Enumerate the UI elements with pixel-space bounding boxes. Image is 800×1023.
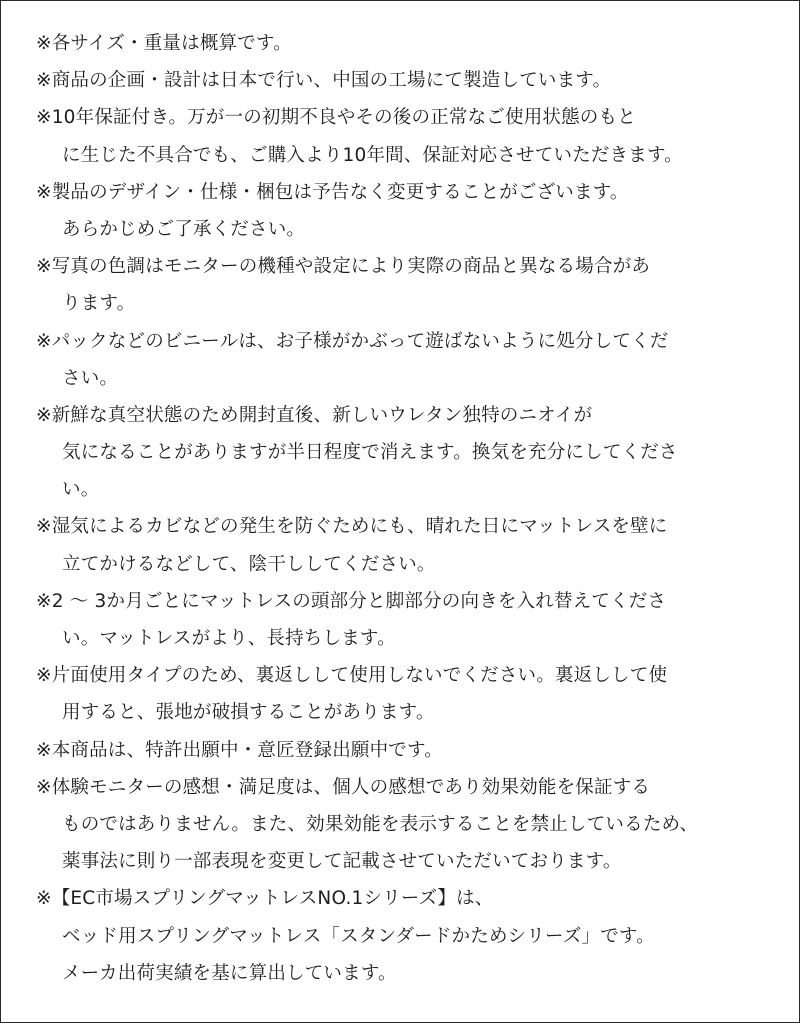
notice-text: ※写真の色調はモニターの機種や設定により実際の商品と異なる場合があ xyxy=(36,256,651,278)
notice-item xyxy=(36,583,786,657)
notice-item xyxy=(36,397,786,509)
notice-text-continuation: さい。 xyxy=(62,367,119,389)
notice-text-continuation: い。マットレスがより、長持ちします。 xyxy=(62,628,396,649)
notice-item xyxy=(36,508,786,582)
notice-item xyxy=(36,880,786,992)
notice-text-continuation: い。 xyxy=(62,479,100,501)
notice-item xyxy=(36,174,786,248)
notice-text: ※商品の企画・設計は日本で行い、中国の工場にて製造しています。 xyxy=(36,70,612,92)
notice-text: ※パックなどのビニールは、お子様がかぶって遊ばないように処分してくだ xyxy=(36,330,669,352)
notice-text-continuation: メーカ出荷実績を基に算出しています。 xyxy=(62,962,397,984)
notice-text: ※製品のデザイン・仕様・梱包は予告なく変更することがございます。 xyxy=(36,181,629,203)
notice-item xyxy=(36,248,786,322)
notice-item xyxy=(36,99,786,173)
notice-text-continuation: 用すると、張地が破損することがあります。 xyxy=(62,702,435,724)
notice-text-continuation: 薬事法に則り一部表現を変更して記載させていただいております。 xyxy=(62,851,622,873)
notice-item xyxy=(36,62,786,99)
notice-item xyxy=(36,323,786,397)
notice-text-continuation: あらかじめご了承ください。 xyxy=(62,218,306,240)
notice-text-continuation: 気になることがありますが半日程度で消えます。換気を充分にしてくださ xyxy=(62,442,678,464)
notice-text: ※本商品は、特許出願中・意匠登録出願中です。 xyxy=(36,739,443,761)
notice-text: ※片面使用タイプのため、裏返しして使用しないでください。裏返しして使 xyxy=(36,665,668,687)
notice-text-continuation: ります。 xyxy=(62,293,136,315)
notice-item xyxy=(36,657,786,731)
notice-text: ※各サイズ・重量は概算です。 xyxy=(36,33,292,54)
notice-text: ※2 〜 3か月ごとにマットレスの頭部分と脚部分の向きを入れ替えてくださ xyxy=(36,590,667,612)
notice-text-continuation: ベッド用スプリングマットレス「スタンダードかためシリーズ」です。 xyxy=(62,925,655,947)
notice-text: ※10年保証付き。万が一の初期不良やその後の正常なご使用状態のもと xyxy=(36,107,636,129)
notice-list xyxy=(36,25,786,992)
notice-item xyxy=(36,732,786,769)
notice-text: ※【EC市場スプリングマットレスNO.1シリーズ】は、 xyxy=(36,888,494,910)
notice-item xyxy=(36,25,786,62)
notice-item xyxy=(36,769,786,881)
notice-text-continuation: に生じた不具合でも、ご購入より10年間、保証対応させていただきます。 xyxy=(62,144,683,166)
notice-text: ※湿気によるカビなどの発生を防ぐためにも、晴れた日にマットレスを壁に xyxy=(36,516,668,538)
notice-text-continuation: 立てかけるなどして、陰干ししてください。 xyxy=(62,553,436,575)
notice-text-continuation: ものではありません。また、効果効能を表示することを禁止しているため、 xyxy=(62,813,699,835)
notice-text: ※体験モニターの感想・満足度は、個人の感想であり効果効能を保証する xyxy=(36,776,651,798)
notice-text: ※新鮮な真空状態のため開封直後、新しいウレタン独特のニオイが xyxy=(36,404,593,426)
